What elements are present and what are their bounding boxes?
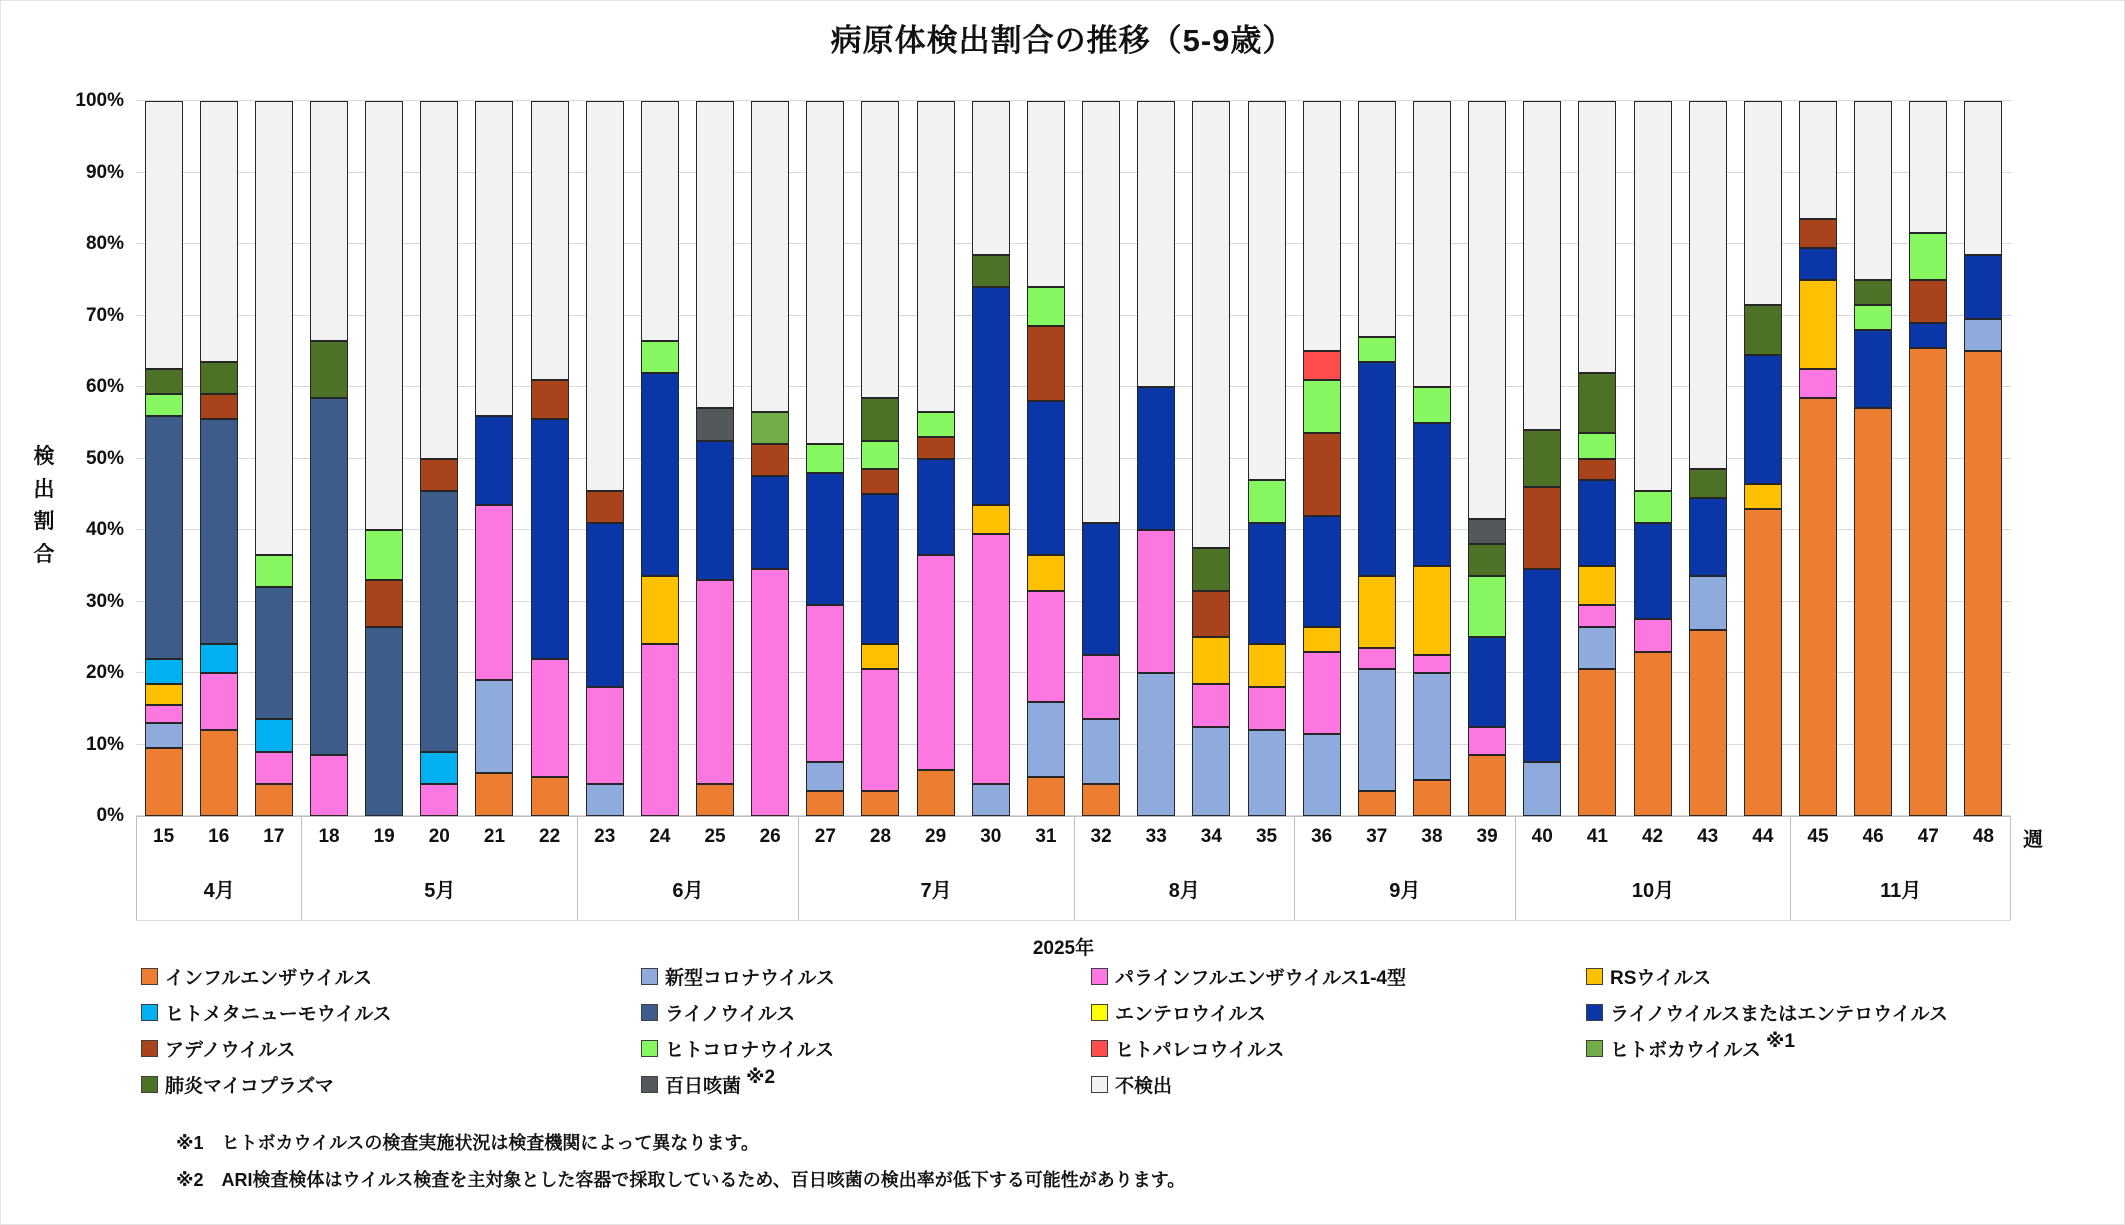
week-label: 42 — [1641, 826, 1664, 847]
week-label: 20 — [428, 826, 450, 847]
month-label: 6月 — [672, 880, 704, 902]
week-label: 22 — [539, 826, 561, 847]
legend-label: インフルエンザウイルス — [165, 968, 373, 989]
week-label: 45 — [1807, 826, 1829, 847]
legend-item-parecho — [1091, 1035, 1284, 1062]
week-label: 40 — [1531, 826, 1553, 847]
chart-title: 病原体検出割合の推移（5-9歳） — [830, 23, 1295, 58]
week-label: 38 — [1421, 826, 1443, 847]
legend-item-entero — [1091, 999, 1266, 1026]
legend-label: エンテロウイルス — [1115, 1004, 1266, 1025]
y-tick-label: 70% — [85, 304, 124, 326]
legend-item-influenza — [141, 963, 372, 990]
y-tick-label: 10% — [85, 733, 124, 755]
week-label: 28 — [869, 826, 892, 847]
legend-label: アデノウイルス — [165, 1040, 296, 1061]
y-axis-title: 検 出 割 合 — [33, 445, 55, 566]
legend-item-rs — [1586, 963, 1711, 990]
week-label: 17 — [263, 826, 285, 847]
legend-item-boca — [1586, 1031, 1795, 1062]
month-label: 5月 — [424, 880, 456, 902]
legend-swatch-influenza — [141, 968, 158, 985]
week-label: 21 — [483, 826, 506, 847]
week-label: 31 — [1035, 826, 1057, 847]
legend-label: 百日咳菌 ※2 — [665, 1067, 776, 1097]
week-label: 36 — [1311, 826, 1333, 847]
legend-label: RSウイルス — [1610, 968, 1712, 989]
legend-swatch-rs — [1586, 968, 1603, 985]
week-label: 35 — [1255, 826, 1278, 847]
legend-item-myco — [141, 1071, 334, 1098]
legend-swatch-boca — [1586, 1040, 1603, 1057]
week-label: 24 — [649, 826, 671, 847]
week-label: 34 — [1200, 826, 1222, 847]
month-label: 4月 — [203, 880, 235, 902]
legend-item-not_detected — [1091, 1071, 1172, 1098]
y-tick-label: 80% — [85, 233, 124, 254]
legend-label: ヒトメタニューモウイルス — [165, 1004, 392, 1025]
legend-swatch-entero — [1091, 1004, 1108, 1021]
legend-label: ヒトコロナウイルス — [665, 1040, 835, 1061]
legend-label: 不検出 — [1115, 1076, 1173, 1097]
footnote-2: ※2 ARI検査検体はウイルス検査を主対象とした容器で採取しているため、百日咳菌の検出率が低下する可能性があります。 — [176, 1170, 1186, 1190]
legend-swatch-not_detected — [1091, 1076, 1108, 1093]
legend-item-rhino — [641, 999, 795, 1026]
legend-footnote-marker: ※2 — [746, 1067, 776, 1088]
legend-label: ライノウイルス — [665, 1004, 796, 1025]
week-label: 32 — [1090, 826, 1112, 847]
month-label: 9月 — [1389, 880, 1421, 902]
legend-item-hcov — [641, 1035, 834, 1062]
week-label: 16 — [208, 826, 230, 847]
year-label: 2025年 — [1032, 938, 1095, 959]
legend-swatch-hmpv — [141, 1004, 158, 1021]
week-label: 48 — [1972, 826, 1994, 847]
y-tick-label: 60% — [85, 376, 124, 397]
week-label: 41 — [1586, 826, 1608, 847]
legend-label: ヒトボカウイルス ※1 — [1610, 1031, 1795, 1061]
footnote-1: ※1 ヒトボカウイルスの検査実施状況は検査機関によって異なります。 — [176, 1133, 759, 1153]
week-label: 37 — [1366, 826, 1388, 847]
legend-swatch-myco — [141, 1076, 158, 1093]
month-label: 8月 — [1168, 880, 1200, 902]
week-unit-label: 週 — [2023, 829, 2043, 851]
week-label: 30 — [980, 826, 1002, 847]
week-label: 18 — [318, 826, 340, 847]
legend-swatch-parainfluenza — [1091, 968, 1108, 985]
y-tick-label: 50% — [85, 447, 124, 469]
legend-item-covid — [641, 963, 835, 990]
week-label: 46 — [1862, 826, 1884, 847]
week-label: 23 — [594, 826, 616, 847]
legend-label: ライノウイルスまたはエンテロウイルス — [1610, 1004, 1949, 1025]
month-label: 7月 — [920, 880, 952, 902]
legend-swatch-adeno — [141, 1040, 158, 1057]
legend-item-pertussis — [641, 1067, 776, 1098]
week-label: 26 — [759, 826, 781, 847]
y-tick-label: 20% — [85, 662, 124, 683]
week-label: 43 — [1697, 826, 1719, 847]
legend-label: ヒトパレコウイルス — [1115, 1040, 1285, 1061]
week-label: 29 — [925, 826, 947, 847]
legend-swatch-parecho — [1091, 1040, 1108, 1057]
legend-label: 肺炎マイコプラズマ — [165, 1076, 334, 1097]
legend-swatch-hcov — [641, 1040, 658, 1057]
week-label: 27 — [814, 826, 836, 847]
week-label: 15 — [153, 826, 175, 847]
legend-label: パラインフルエンザウイルス1-4型 — [1115, 968, 1406, 989]
legend-swatch-pertussis — [641, 1076, 658, 1093]
legend-item-rhino_or_entero — [1586, 999, 1948, 1026]
y-tick-label: 40% — [85, 519, 124, 540]
legend-item-adeno — [141, 1035, 296, 1062]
y-tick-label: 0% — [96, 805, 124, 826]
week-label: 39 — [1476, 826, 1498, 847]
legend-item-hmpv — [141, 999, 392, 1026]
legend-swatch-rhino — [641, 1004, 658, 1021]
legend — [1, 1, 2124, 1224]
week-label: 44 — [1752, 826, 1774, 847]
week-label: 19 — [373, 826, 395, 847]
y-tick-label: 30% — [85, 590, 124, 612]
legend-item-parainfluenza — [1091, 963, 1406, 990]
legend-swatch-covid — [641, 968, 658, 985]
legend-footnote-marker: ※1 — [1765, 1031, 1795, 1052]
legend-swatch-rhino_or_entero — [1586, 1004, 1603, 1021]
y-tick-label: 100% — [75, 90, 124, 111]
week-label: 25 — [704, 826, 726, 847]
legend-label: 新型コロナウイルス — [665, 968, 835, 989]
month-label: 10月 — [1631, 880, 1675, 902]
month-label: 11月 — [1880, 880, 1922, 902]
y-tick-label: 90% — [85, 161, 124, 183]
week-label: 47 — [1917, 826, 1939, 847]
week-label: 33 — [1145, 826, 1167, 847]
